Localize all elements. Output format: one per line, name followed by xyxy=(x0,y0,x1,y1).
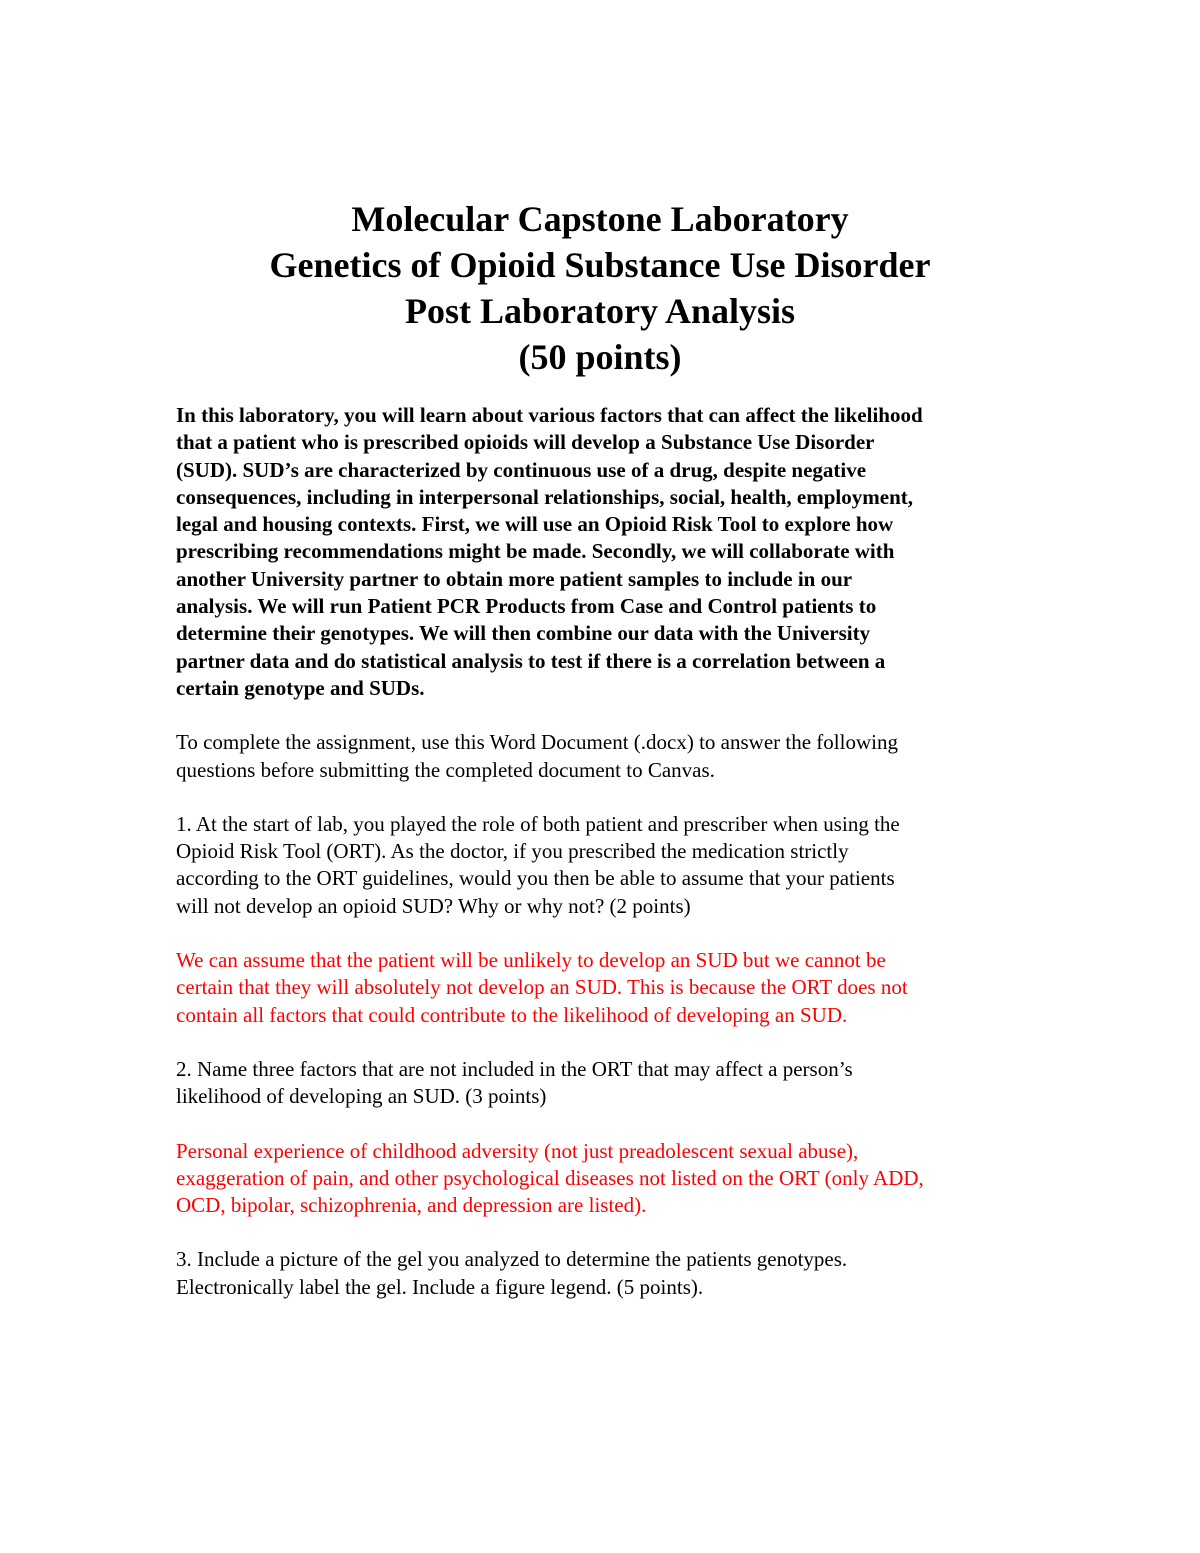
title-line-points: (50 points) xyxy=(518,337,682,377)
instructions-paragraph: To complete the assignment, use this Word Document (.docx) to answer the following questions before submitting the completed document to Canvas. xyxy=(176,730,898,782)
question-2: 2. Name three factors that are not included in the ORT that may affect a person’s likelihood of developing an SUD. (3 points) xyxy=(176,1056,853,1109)
document-title xyxy=(0,196,1200,380)
document-body xyxy=(176,402,1036,1328)
title-line-assignment: Post Laboratory Analysis xyxy=(404,291,796,331)
intro-paragraph: In this laboratory, you will learn about various factors that can affect the likelihood that a patient who is prescribed opioids will develop a Substance Use Disorder (SUD). SUD’s are characterized by continuous use of a drug, despite negative consequences, including in interpersonal relationships, social, health, employment, legal and housing contexts. First, we will use an Opioid Risk Tool to explore how prescribing recommendations might be made. Secondly, we will collaborate with another University partner to obtain more patient samples to include in our analysis. We will run Patient PCR Products from Case and Control patients to determine their genotypes. We will then combine our data with the University partner data and do statistical analysis to test if there is a correlation between a certain genotype and SUDs. xyxy=(176,403,923,700)
title-line-topic: Genetics of Opioid Substance Use Disorder xyxy=(269,245,931,285)
question-1: 1. At the start of lab, you played the role of both patient and prescriber when using the Opioid Risk Tool (ORT). As the doctor, if you prescribed the medication strictly according to the ORT guidelines, would you then be able to assume that your patients will not develop an opioid SUD? Why or why not? (2 points) xyxy=(176,811,900,918)
answer-1[interactable]: We can assume that the patient will be unlikely to develop an SUD but we cannot be certain that they will absolutely not develop an SUD. This is because the ORT does not contain all factors that could contribute to the likelihood of developing an SUD. xyxy=(176,948,908,1027)
title-line-course: Molecular Capstone Laboratory xyxy=(351,199,849,239)
answer-2[interactable]: Personal experience of childhood adversity (not just preadolescent sexual abuse), exaggeration of pain, and other psychological diseases not listed on the ORT (only ADD, OCD, bipolar, schizophrenia, and depression are listed). xyxy=(176,1138,924,1218)
question-3: 3. Include a picture of the gel you analyzed to determine the patients genotypes. Electronically label the gel. Include a figure legend. (5 points). xyxy=(176,1247,848,1299)
